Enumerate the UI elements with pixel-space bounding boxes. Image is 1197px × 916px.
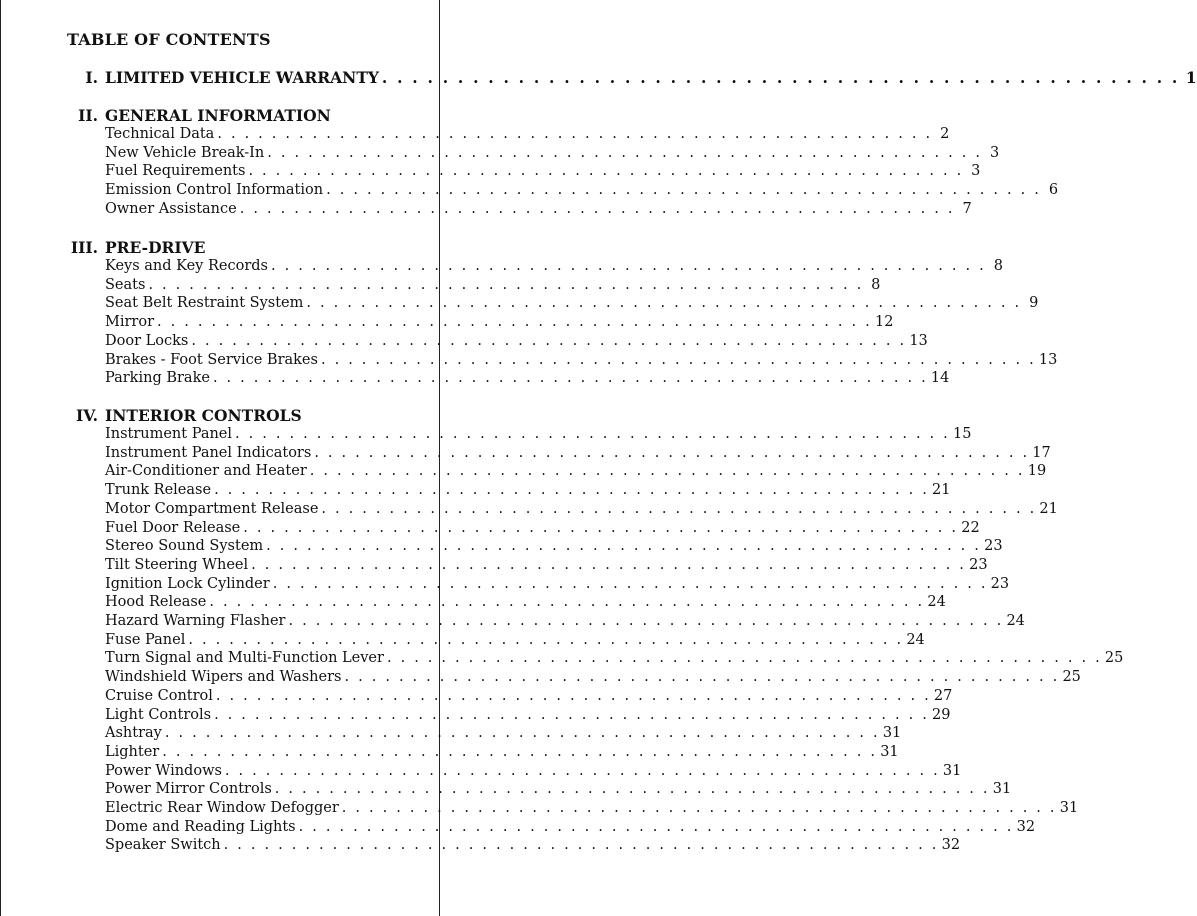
page-number: 6 <box>1048 182 1059 199</box>
page-number: 23 <box>984 538 1003 555</box>
toc-entry[interactable] <box>105 556 988 576</box>
section-title: GENERAL INFORMATION <box>105 106 331 125</box>
entry-label: Instrument Panel <box>105 426 233 442</box>
page-number: 25 <box>1104 650 1124 667</box>
toc-entry[interactable] <box>105 687 953 707</box>
toc-entry[interactable] <box>105 126 950 145</box>
dot-leader: . . . . . . . . . . . . . . . . . . . . . . . . . . . . . . . . . . . . . . . . . . . . . . . . . . . . . <box>188 631 904 648</box>
dot-leader: . . . . . . . . . . . . . . . . . . . . . . . . . . . . . . . . . . . . . . . . . . . . . . . . . . . . . <box>212 370 928 387</box>
toc-entry[interactable] <box>105 500 1058 520</box>
section-heading-entry[interactable] <box>105 68 1197 88</box>
dot-leader: . . . . . . . . . . . . . . . . . . . . . . . . . . . . . . . . . . . . . . . . . . . . . . . . . . . . . <box>215 687 931 704</box>
dot-leader: . . . . . . . . . . . . . . . . . . . . . . . . . . . . . . . . . . . . . . . . . . . . . . . . . . . . . <box>243 519 959 536</box>
page-number: 15 <box>953 426 972 442</box>
dot-leader: . . . . . . . . . . . . . . . . . . . . . . . . . . . . . . . . . . . . . . . . . . . . . . . . . . . . . <box>239 200 955 217</box>
entry-label: Ashtray <box>105 725 162 742</box>
toc-entry[interactable] <box>105 144 1000 164</box>
dot-leader: . . . . . . . . . . . . . . . . . . . . . . . . . . . . . . . . . . . . . . . . . . . . . . . . . . . . . <box>266 538 982 555</box>
section-heading <box>1 68 1197 88</box>
entry-label: Instrument Panel Indicators <box>105 444 312 461</box>
dot-leader: . . . . . . . . . . . . . . . . . . . . . . . . . . . . . . . . . . . . . . . . . . . . . . . . . . . . . <box>235 426 950 442</box>
toc-entry[interactable] <box>105 351 1058 371</box>
page-number: 23 <box>990 575 1010 592</box>
page-number: 2 <box>940 126 950 142</box>
toc-entry[interactable] <box>105 314 894 333</box>
dot-leader: . . . . . . . . . . . . . . . . . . . . . . . . . . . . . . . . . . . . . . . . . . . . . . . . . . . . . <box>314 444 1030 461</box>
entry-label: Speaker Switch <box>105 837 221 854</box>
dot-leader: . . . . . . . . . . . . . . . . . . . . . . . . . . . . . . . . . . . . . . . . . . . . . . . . . . . . . <box>326 182 1042 199</box>
page-number: 3 <box>989 144 1000 161</box>
toc-entry[interactable] <box>105 800 1079 819</box>
dot-leader: . . . . . . . . . . . . . . . . . . . . . . . . . . . . . . . . . . . . . . . . . . . . . . . . . . . . . <box>298 818 1014 835</box>
dot-leader: . . . . . . . . . . . . . . . . . . . . . . . . . . . . . . . . . . . . . . . . . . . . . . . . . . . . . <box>306 295 1022 312</box>
toc-entry[interactable] <box>105 706 951 726</box>
entry-label: Seat Belt Restraint System <box>105 295 304 312</box>
toc-entry[interactable] <box>105 370 950 389</box>
entry-label: Brakes - Foot Service Brakes <box>105 351 318 368</box>
page-number: 8 <box>993 258 1003 274</box>
toc-entry[interactable] <box>105 650 1124 669</box>
dot-leader: . . . . . . . . . . . . . . . . . . . . . . . . . . . . . . . . . . . . . . . . . . . . . . . . . . . . . <box>267 144 983 161</box>
section-title: PRE-DRIVE <box>105 238 206 257</box>
toc-section <box>1 68 1197 88</box>
toc-entry[interactable] <box>105 538 1003 557</box>
dot-leader: . . . . . . . . . . . . . . . . . . . . . . . . . . . . . . . . . . . . . . . . . . . . . . . . . . . . . <box>214 482 930 499</box>
page-number: 21 <box>932 482 951 499</box>
page-number: 27 <box>933 687 953 704</box>
entry-label: Dome and Reading Lights <box>105 818 296 835</box>
toc-entry[interactable] <box>105 837 961 856</box>
dot-leader: . . . . . . . . . . . . . . . . . . . . . . . . . . . . . . . . . . . . . . . . . . . . . . . . . . . . . <box>157 314 872 331</box>
dot-leader: . . . . . . . . . . . . . . . . . . . . . . . . . . . . . . . . . . . . . . . . . . . . . . . . . . . . . <box>248 163 964 180</box>
section-number: III. <box>70 238 98 257</box>
entry-label: Cruise Control <box>105 687 213 704</box>
page-number: 22 <box>961 519 980 536</box>
toc-entry[interactable] <box>105 818 1036 838</box>
section-title: LIMITED VEHICLE WARRANTY <box>105 68 379 87</box>
page-number: 7 <box>962 200 972 217</box>
entry-label: Power Mirror Controls <box>105 781 272 798</box>
toc-entry[interactable] <box>105 258 1003 277</box>
toc-entry[interactable] <box>105 631 925 651</box>
entry-label: Hazard Warning Flasher <box>105 613 286 629</box>
entry-label: Lighter <box>105 743 160 760</box>
page-number: 3 <box>971 163 981 180</box>
dot-leader: . . . . . . . . . . . . . . . . . . . . . . . . . . . . . . . . . . . . . . . . . . . . . . . . . . . . . <box>274 781 990 798</box>
dot-leader: . . . . . . . . . . . . . . . . . . . . . . . . . . . . . . . . . . . . . . . . . . . . . . . . . . . . . <box>217 126 933 142</box>
page-number: 31 <box>992 781 1012 798</box>
dot-leader: . . . . . . . . . . . . . . . . . . . . . . . . . . . . . . . . . . . . . . . . . . . . . . . . . . . . . <box>214 706 930 723</box>
toc-entry[interactable] <box>105 594 946 613</box>
dot-leader: . . . . . . . . . . . . . . . . . . . . . . . . . . . . . . . . . . . . . . . . . . . . . . . . . . . . . <box>288 613 1004 629</box>
page-number: 14 <box>930 370 950 387</box>
section-number: I. <box>85 68 98 87</box>
entry-label: Fuse Panel <box>105 631 186 648</box>
dot-leader: . . . . . . . . . . . . . . . . . . . . . . . . . . . . . . . . . . . . . . . . . . . . . . . . . . . . . <box>223 837 939 854</box>
entry-label: New Vehicle Break-In <box>105 144 265 161</box>
page-number: 13 <box>909 332 928 349</box>
toc-entry[interactable] <box>105 182 1059 201</box>
entry-label: Power Windows <box>105 762 222 779</box>
dot-leader: . . . . . . . . . . . . . . . . . . . . . . . . . . . . . . . . . . . . . . . . . . . . . . . . . . . . . <box>251 556 967 573</box>
entry-label: Parking Brake <box>105 370 210 387</box>
entry-label: Fuel Requirements <box>105 163 246 180</box>
entry-label: Ignition Lock Cylinder <box>105 575 270 592</box>
toc-entry[interactable] <box>105 426 972 445</box>
section-heading <box>1 238 441 258</box>
entry-label: Turn Signal and Multi-Function Lever <box>105 650 384 667</box>
entry-label: Fuel Door Release <box>105 519 241 536</box>
dot-leader: . . . . . . . . . . . . . . . . . . . . . . . . . . . . . . . . . . . . . . . . . . . . . . . . . . . . . <box>344 669 1060 686</box>
dot-leader: . . . . . . . . . . . . . . . . . . . . . . . . . . . . . . . . . . . . . . . . . . . . . . . . . . . . . <box>224 762 940 779</box>
toc-entry[interactable] <box>105 781 1012 800</box>
entry-label: Technical Data <box>105 126 215 142</box>
toc-entry[interactable] <box>105 575 1010 595</box>
entry-label: Emission Control Information <box>105 182 324 199</box>
toc-section <box>1 406 1124 854</box>
page-number: 21 <box>1039 500 1058 517</box>
entry-label: Air-Conditioner and Heater <box>105 463 307 480</box>
dot-leader: . . . . . . . . . . . . . . . . . . . . . . . . . . . . . . . . . . . . . . . . . . . . . . . . . . . . . <box>341 800 1057 816</box>
entry-label: Keys and Key Records <box>105 258 268 274</box>
toc-section <box>1 238 1058 387</box>
dot-leader: . . . . . . . . . . . . . . . . . . . . . . . . . . . . . . . . . . . . . . . . . . . . . . . . . . . . . <box>209 594 925 611</box>
dot-leader: . . . . . . . . . . . . . . . . . . . . . . . . . . . . . . . . . . . . . . . . . . . . . . . . . . . . . <box>320 351 1036 368</box>
toc-entry[interactable] <box>105 332 928 352</box>
entry-label: Motor Compartment Release <box>105 500 319 517</box>
toc-entry[interactable] <box>105 295 1039 314</box>
entry-label: Owner Assistance <box>105 200 237 217</box>
entry-label: Electric Rear Window Defogger <box>105 800 339 816</box>
dot-leader: . . . . . . . . . . . . . . . . . . . . . . . . . . . . . . . . . . . . . . . . . . . . . . . . . . . . . <box>162 743 878 760</box>
dot-leader: . . . . . . . . . . . . . . . . . . . . . . . . . . . . . . . . . . . . . . . . . . . . . . . . . . . . . <box>270 258 986 274</box>
entry-label: Seats <box>105 276 146 293</box>
toc-section <box>1 106 1059 217</box>
page-number: 25 <box>1062 669 1081 686</box>
page-number: 31 <box>1059 800 1079 816</box>
toc-title: TABLE OF CONTENTS <box>67 30 271 49</box>
dot-leader: . . . . . . . . . . . . . . . . . . . . . . . . . . . . . . . . . . . . . . . . . . . . . . . . . . . . . <box>309 463 1025 480</box>
page-number: 9 <box>1029 295 1039 312</box>
page-number: 31 <box>880 743 899 760</box>
dot-leader: . . . . . . . . . . . . . . . . . . . . . . . . . . . . . . . . . . . . . . . . . . . . . . . . . . . . . <box>148 276 864 293</box>
page-number: 29 <box>932 706 951 723</box>
toc-entry[interactable] <box>105 669 1081 688</box>
dot-leader: . . . . . . . . . . . . . . . . . . . . . . . . . . . . . . . . . . . . . . . . . . . . . . . . . . . . . <box>386 650 1102 667</box>
page-number: 19 <box>1027 463 1047 480</box>
entry-label: Door Locks <box>105 332 189 349</box>
entry-label: Mirror <box>105 314 155 331</box>
page-number: 23 <box>969 556 988 573</box>
page-number: 32 <box>941 837 961 854</box>
page-number: 8 <box>871 276 881 293</box>
dot-leader: . . . . . . . . . . . . . . . . . . . . . . . . . . . . . . . . . . . . . . . . . . . . . . . . . . . . . <box>191 332 907 349</box>
section-heading <box>1 406 441 426</box>
toc-entry[interactable] <box>105 276 881 296</box>
dot-leader: . . . . . . . . . . . . . . . . . . . . . . . . . . . . . . . . . . . . . . . . . . . . . . . . . . . . . <box>272 575 988 592</box>
page-number: 31 <box>942 762 962 779</box>
dot-leader: . . . . . . . . . . . . . . . . . . . . . . . . . . . . . . . . . . . . . . . . . . . . . . . . . . . . . <box>321 500 1037 517</box>
page-number: 32 <box>1016 818 1036 835</box>
toc-entry[interactable] <box>105 762 962 782</box>
entry-label: Light Controls <box>105 706 212 723</box>
entry-label: Trunk Release <box>105 482 212 499</box>
section-number: II. <box>78 106 98 125</box>
entry-label: Hood Release <box>105 594 207 611</box>
toc-entry[interactable] <box>105 444 1051 464</box>
dot-leader: . . . . . . . . . . . . . . . . . . . . . . . . . . . . . . . . . . . . . . . . . . . . . . . . . . . . . <box>381 68 1180 87</box>
page-number: 24 <box>1006 613 1025 629</box>
section-title: INTERIOR CONTROLS <box>105 406 302 425</box>
toc-entry[interactable] <box>105 519 980 539</box>
page-number: 24 <box>927 594 946 611</box>
toc-entry[interactable] <box>105 725 902 744</box>
page-number: 31 <box>882 725 902 742</box>
dot-leader: . . . . . . . . . . . . . . . . . . . . . . . . . . . . . . . . . . . . . . . . . . . . . . . . . . . . . <box>164 725 880 742</box>
section-heading <box>1 106 441 126</box>
toc-entry[interactable] <box>105 200 972 220</box>
page-number: 17 <box>1032 444 1051 461</box>
page-number: 13 <box>1038 351 1058 368</box>
entry-label: Stereo Sound System <box>105 538 264 555</box>
page-number: 12 <box>874 314 894 331</box>
toc-entry[interactable] <box>105 482 951 501</box>
section-number: IV. <box>76 406 98 425</box>
toc-entry[interactable] <box>105 163 981 182</box>
toc-entry[interactable] <box>105 613 1025 632</box>
entry-label: Windshield Wipers and Washers <box>105 669 342 686</box>
toc-entry[interactable] <box>105 463 1047 482</box>
entry-label: Tilt Steering Wheel <box>105 556 249 573</box>
page-number: 24 <box>906 631 925 648</box>
toc-entry[interactable] <box>105 743 899 763</box>
page-number: 1 <box>1185 68 1197 87</box>
